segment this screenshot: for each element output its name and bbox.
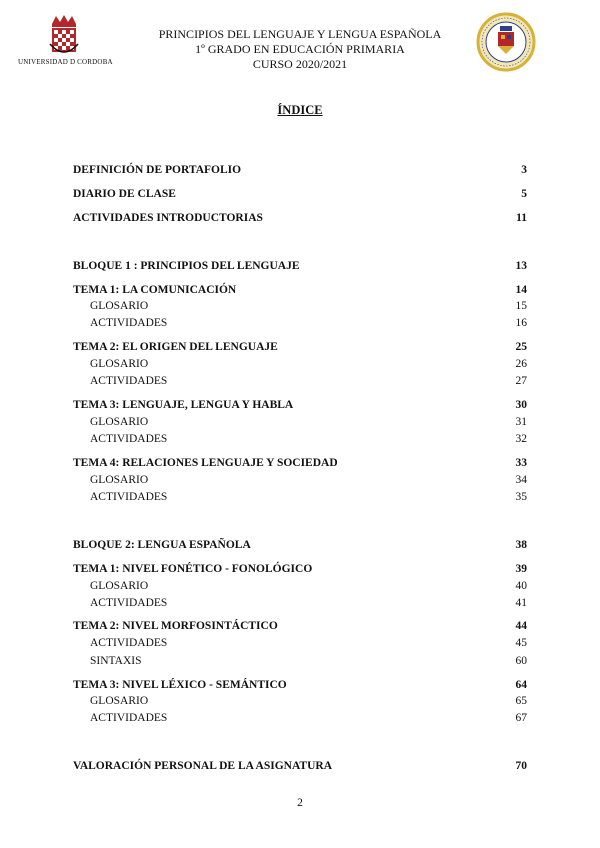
- toc-entry-page: 40: [515, 580, 527, 592]
- toc-entry-label: TEMA 2: NIVEL MORFOSINTÁCTICO: [73, 620, 278, 632]
- toc-entry-page: 13: [515, 260, 527, 272]
- toc-entry: [73, 397, 527, 413]
- toc-entry-label: GLOSARIO: [90, 474, 149, 486]
- toc-entry: [73, 693, 527, 709]
- toc-entry-label: TEMA 3: LENGUAJE, LENGUA Y HABLA: [73, 399, 294, 411]
- toc-entry-label: ACTIVIDADES: [90, 375, 168, 387]
- toc-entry-label: TEMA 4: RELACIONES LENGUAJE Y SOCIEDAD: [73, 457, 338, 469]
- toc-entry-page: 67: [515, 712, 527, 724]
- toc-entry: [73, 472, 527, 488]
- toc-entry-label: GLOSARIO: [90, 695, 149, 707]
- toc-entry: [73, 431, 527, 447]
- toc-entry-page: 44: [515, 620, 527, 632]
- university-crown-logo-icon: [18, 14, 110, 58]
- faculty-seal-icon: [476, 12, 536, 72]
- toc-entry: [73, 758, 527, 774]
- faculty-seal: [476, 12, 536, 72]
- course-title: PRINCIPIOS DEL LENGUAJE Y LENGUA ESPAÑOLA: [158, 27, 442, 41]
- toc-entry: [73, 356, 527, 372]
- university-name: UNIVERSIDAD D CORDOBA: [18, 58, 113, 66]
- toc-entry-page: 39: [515, 563, 527, 575]
- toc-entry: [73, 315, 527, 331]
- toc-entry-page: 15: [515, 300, 527, 312]
- toc-entry: [73, 578, 527, 594]
- toc-entry: [73, 298, 527, 314]
- toc-entry-label: ACTIVIDADES: [90, 597, 168, 609]
- toc-entry-page: 3: [521, 164, 527, 176]
- toc-entry: [73, 710, 527, 726]
- toc-entry-label: VALORACIÓN PERSONAL DE LA ASIGNATURA: [73, 760, 333, 772]
- toc-entry: [73, 258, 527, 274]
- toc-entry-label: ACTIVIDADES: [90, 712, 168, 724]
- toc-entry: [73, 339, 527, 355]
- toc-entry: [73, 677, 527, 693]
- toc-entry-page: 41: [515, 597, 527, 609]
- toc-entry-page: 5: [521, 188, 527, 200]
- toc-entry-page: 65: [515, 695, 527, 707]
- toc-entry-page: 70: [515, 760, 527, 772]
- document-header: [120, 27, 480, 72]
- toc-entry-label: GLOSARIO: [90, 416, 149, 428]
- toc-entry-page: 38: [515, 539, 527, 551]
- toc-entry-page: 27: [515, 375, 527, 387]
- toc-entry-page: 16: [515, 317, 527, 329]
- toc-entry: [73, 282, 527, 298]
- toc-entry: [73, 162, 527, 178]
- toc-entry-label: TEMA 1: NIVEL FONÉTICO - FONOLÓGICO: [73, 563, 313, 575]
- toc-entry-label: GLOSARIO: [90, 580, 149, 592]
- toc-entry: [73, 595, 527, 611]
- university-logo: [18, 14, 113, 70]
- toc-entry-page: 26: [515, 358, 527, 370]
- toc-entry-page: 14: [515, 284, 527, 296]
- toc-entry-page: 11: [516, 212, 527, 224]
- toc-entry-label: TEMA 1: LA COMUNICACIÓN: [73, 284, 237, 296]
- toc-entry-label: GLOSARIO: [90, 358, 149, 370]
- toc-entry-label: DEFINICIÓN DE PORTAFOLIO: [73, 164, 242, 176]
- toc-entry-page: 45: [515, 637, 527, 649]
- toc-entry: [73, 210, 527, 226]
- toc-entry-label: BLOQUE 2: LENGUA ESPAÑOLA: [73, 539, 251, 551]
- degree-line: 1º GRADO EN EDUCACIÓN PRIMARIA: [195, 42, 405, 56]
- toc-entry-label: GLOSARIO: [90, 300, 149, 312]
- page-number: 2: [297, 797, 303, 809]
- toc-entry-page: 34: [515, 474, 527, 486]
- toc-entry: [73, 653, 527, 669]
- toc-entry-page: 60: [515, 655, 527, 667]
- toc-entry-page: 33: [515, 457, 527, 469]
- toc-entry-page: 25: [515, 341, 527, 353]
- toc-entry-page: 32: [515, 433, 527, 445]
- toc-entry-label: BLOQUE 1 : PRINCIPIOS DEL LENGUAJE: [73, 260, 300, 272]
- index-title: ÍNDICE: [277, 103, 323, 117]
- toc-entry-label: ACTIVIDADES: [90, 317, 168, 329]
- toc-entry-label: ACTIVIDADES: [90, 433, 168, 445]
- toc-entry-page: 64: [515, 679, 527, 691]
- toc-entry: [73, 489, 527, 505]
- academic-year: CURSO 2020/2021: [252, 57, 348, 71]
- toc-entry-label: TEMA 3: NIVEL LÉXICO - SEMÁNTICO: [73, 679, 287, 691]
- toc-entry: [73, 414, 527, 430]
- toc-entry-label: TEMA 2: EL ORIGEN DEL LENGUAJE: [73, 341, 278, 353]
- toc-entry: [73, 186, 527, 202]
- toc-entry: [73, 635, 527, 651]
- toc-entry-page: 35: [515, 491, 527, 503]
- toc-entry-label: ACTIVIDADES: [90, 637, 168, 649]
- toc-entry: [73, 455, 527, 471]
- toc-entry-page: 31: [515, 416, 527, 428]
- toc-entry: [73, 537, 527, 553]
- toc-entry-label: SINTAXIS: [90, 655, 142, 667]
- toc-entry-page: 30: [515, 399, 527, 411]
- toc-entry-label: ACTIVIDADES INTRODUCTORIAS: [73, 212, 263, 224]
- toc-entry: [73, 373, 527, 389]
- toc-entry-label: DIARIO DE CLASE: [73, 188, 176, 200]
- toc-entry: [73, 618, 527, 634]
- toc-entry-label: ACTIVIDADES: [90, 491, 168, 503]
- toc-entry: [73, 561, 527, 577]
